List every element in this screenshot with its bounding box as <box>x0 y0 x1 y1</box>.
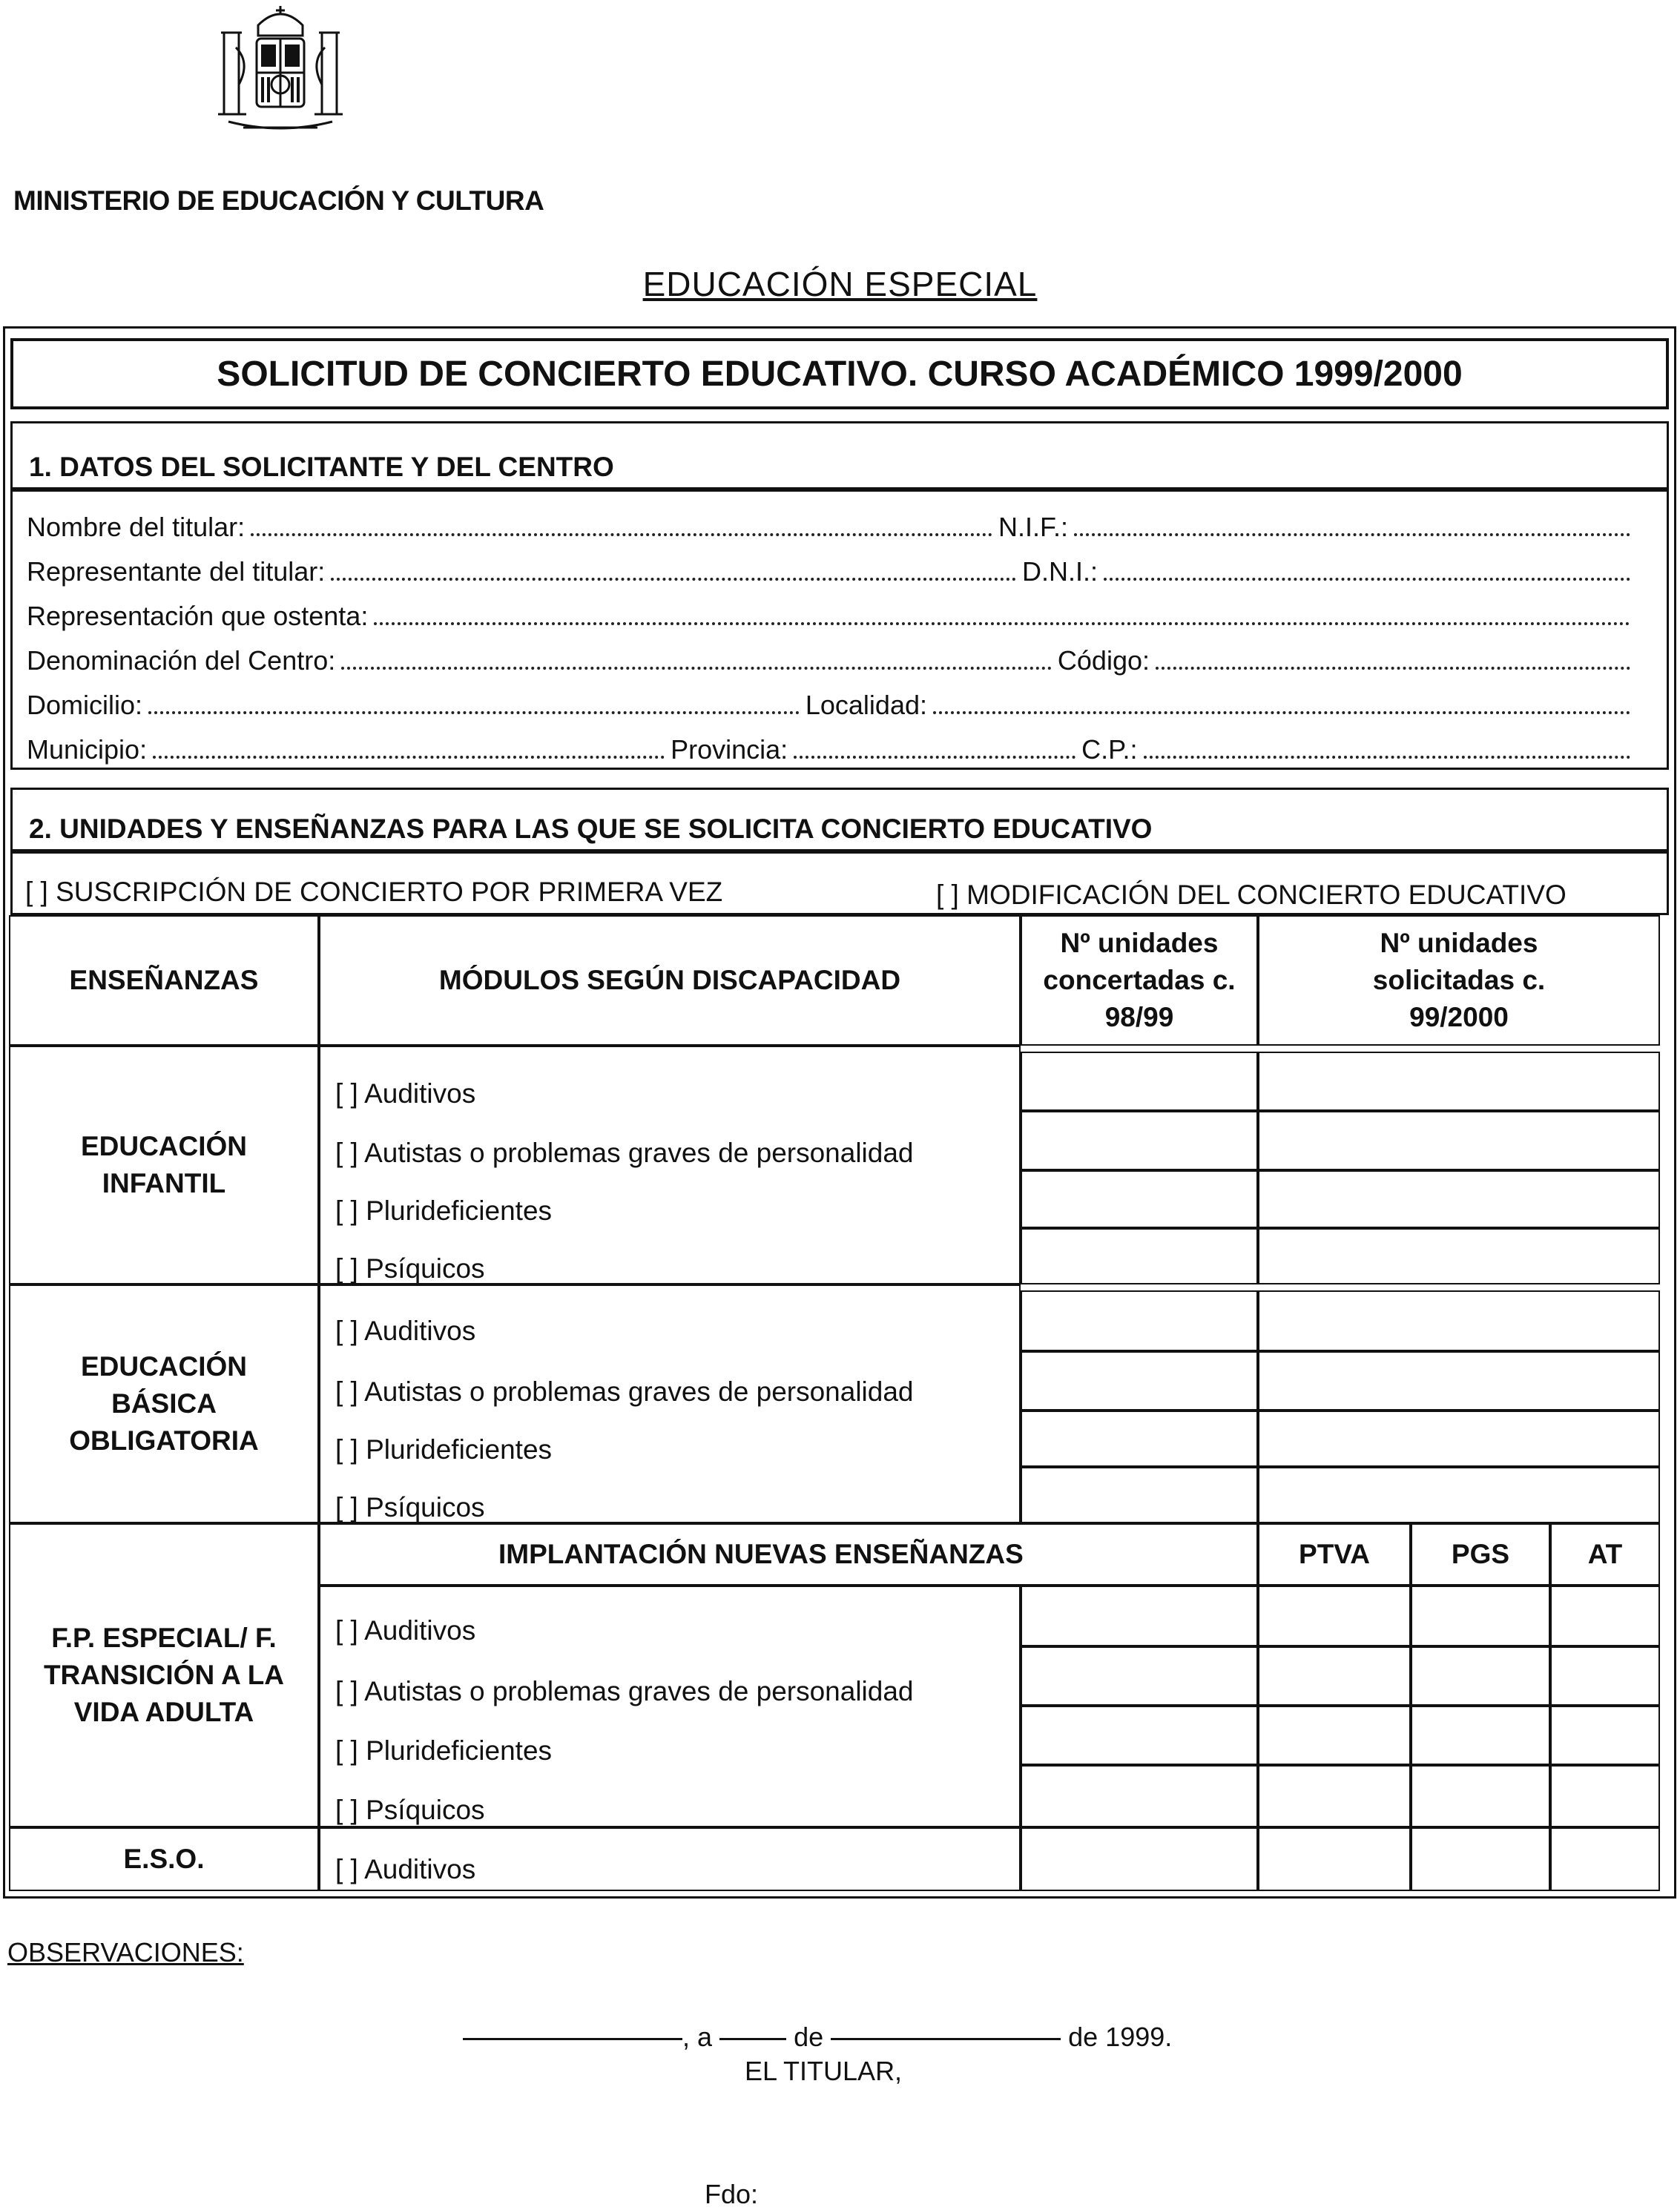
label-representacion: Representación que ostenta: <box>27 601 369 631</box>
basica-solicitadas-3[interactable] <box>1258 1411 1660 1467</box>
section1-title: 1. DATOS DEL SOLICITANTE Y DEL CENTRO <box>29 452 614 482</box>
infantil-solicitadas-4[interactable] <box>1258 1228 1660 1284</box>
form-title: SOLICITUD DE CONCIERTO EDUCATIVO. CURSO ACADÉMICO 1999/2000 <box>10 338 1669 409</box>
input-denominacion[interactable] <box>341 667 1052 670</box>
input-localidad[interactable] <box>933 711 1630 714</box>
fp-concertadas-3[interactable] <box>1021 1706 1258 1765</box>
input-dni[interactable] <box>1104 578 1630 581</box>
field-row-representante <box>27 550 1636 587</box>
fp-at-2[interactable] <box>1550 1646 1660 1706</box>
fp-psiquicos[interactable]: [ ] Psíquicos <box>335 1795 485 1825</box>
coat-of-arms-emblem <box>214 3 347 135</box>
row-label-infantil: EDUCACIÓN INFANTIL <box>9 1046 319 1284</box>
row-label-basica: EDUCACIÓN BÁSICA OBLIGATORIA <box>9 1284 319 1523</box>
label-domicilio: Domicilio: <box>27 690 143 720</box>
infantil-solicitadas-3[interactable] <box>1258 1170 1660 1228</box>
label-denominacion: Denominación del Centro: <box>27 645 336 676</box>
basica-auditivos[interactable]: [ ] Auditivos <box>335 1316 476 1346</box>
basica-concertadas-2[interactable] <box>1021 1351 1258 1411</box>
infantil-autistas[interactable]: [ ] Autistas o problemas graves de personalidad <box>335 1138 914 1168</box>
fp-pgs-4[interactable] <box>1411 1765 1550 1827</box>
date-year-label: de 1999. <box>1068 2022 1173 2052</box>
header-implantacion: IMPLANTACIÓN NUEVAS ENSEÑANZAS <box>319 1523 1258 1586</box>
infantil-solicitadas-2[interactable] <box>1258 1111 1660 1170</box>
fp-pgs-3[interactable] <box>1411 1706 1550 1765</box>
observaciones-label: OBSERVACIONES: <box>7 1937 244 1967</box>
input-nombre-titular[interactable] <box>251 533 992 536</box>
signature-date-line <box>463 2022 1172 2053</box>
checkbox-primera-vez[interactable]: [ ] SUSCRIPCIÓN DE CONCIERTO POR PRIMERA VEZ <box>25 877 723 907</box>
fp-ptva-1[interactable] <box>1258 1586 1411 1646</box>
basica-solicitadas-1[interactable] <box>1258 1290 1660 1351</box>
basica-concertadas-1[interactable] <box>1021 1290 1258 1351</box>
section1-header <box>10 421 1669 489</box>
label-dni: D.N.I.: <box>1021 556 1098 587</box>
infantil-concertadas-4[interactable] <box>1021 1228 1258 1284</box>
fp-concertadas-2[interactable] <box>1021 1646 1258 1706</box>
label-provincia: Provincia: <box>671 734 788 765</box>
ministry-name: MINISTERIO DE EDUCACIÓN Y CULTURA <box>13 185 544 216</box>
el-titular-label: EL TITULAR, <box>745 2056 903 2086</box>
date-day-blank[interactable] <box>719 2038 786 2040</box>
basica-concertadas-4[interactable] <box>1021 1467 1258 1523</box>
infantil-auditivos[interactable]: [ ] Auditivos <box>335 1078 476 1109</box>
header-pgs: PGS <box>1411 1523 1550 1586</box>
date-place-blank[interactable] <box>463 2038 682 2040</box>
label-codigo: Código: <box>1057 645 1150 676</box>
date-month-blank[interactable] <box>831 2038 1061 2040</box>
fp-autistas[interactable]: [ ] Autistas o problemas graves de personalidad <box>335 1676 914 1706</box>
fp-at-1[interactable] <box>1550 1586 1660 1646</box>
fp-at-3[interactable] <box>1550 1706 1660 1765</box>
date-a-label: , a <box>682 2022 713 2052</box>
input-representante[interactable] <box>331 578 1016 581</box>
units-table <box>9 915 1660 1891</box>
fp-concertadas-4[interactable] <box>1021 1765 1258 1827</box>
label-nif: N.I.F.: <box>998 512 1068 542</box>
label-localidad: Localidad: <box>805 690 927 720</box>
fp-at-4[interactable] <box>1550 1765 1660 1827</box>
fp-pluri[interactable]: [ ] Plurideficientes <box>335 1735 553 1766</box>
date-de-label: de <box>794 2022 824 2052</box>
eso-at[interactable] <box>1550 1827 1660 1891</box>
basica-pluri[interactable]: [ ] Plurideficientes <box>335 1434 553 1465</box>
infantil-concertadas-3[interactable] <box>1021 1170 1258 1228</box>
label-municipio: Municipio: <box>27 734 148 765</box>
fp-pgs-2[interactable] <box>1411 1646 1550 1706</box>
input-domicilio[interactable] <box>148 711 800 714</box>
field-row-nombre <box>27 506 1636 543</box>
section2-header <box>10 788 1669 851</box>
document-title: EDUCACIÓN ESPECIAL <box>642 265 1038 303</box>
fp-concertadas-1[interactable] <box>1021 1586 1258 1646</box>
input-provincia[interactable] <box>794 756 1075 759</box>
label-nombre-titular: Nombre del titular: <box>27 512 246 542</box>
field-row-domicilio <box>27 684 1636 721</box>
input-representacion[interactable] <box>374 622 1630 625</box>
header-solicitadas: Nº unidades solicitadas c. 99/2000 <box>1258 915 1660 1046</box>
eso-concertadas[interactable] <box>1021 1827 1258 1891</box>
checkbox-modificacion[interactable]: [ ] MODIFICACIÓN DEL CONCIERTO EDUCATIVO <box>936 880 1567 910</box>
basica-solicitadas-2[interactable] <box>1258 1351 1660 1411</box>
fp-auditivos[interactable]: [ ] Auditivos <box>335 1615 476 1646</box>
input-codigo[interactable] <box>1156 667 1630 670</box>
label-representante: Representante del titular: <box>27 556 326 587</box>
infantil-pluri[interactable]: [ ] Plurideficientes <box>335 1195 553 1226</box>
basica-concertadas-3[interactable] <box>1021 1411 1258 1467</box>
input-municipio[interactable] <box>153 756 665 759</box>
basica-psiquicos[interactable]: [ ] Psíquicos <box>335 1492 485 1523</box>
header-concertadas: Nº unidades concertadas c. 98/99 <box>1021 915 1258 1046</box>
field-row-denominacion <box>27 639 1636 676</box>
input-cp[interactable] <box>1144 756 1630 759</box>
fp-ptva-2[interactable] <box>1258 1646 1411 1706</box>
label-cp: C.P.: <box>1081 734 1138 765</box>
eso-auditivos[interactable]: [ ] Auditivos <box>335 1854 476 1884</box>
header-at: AT <box>1550 1523 1660 1586</box>
header-ptva: PTVA <box>1258 1523 1411 1586</box>
infantil-solicitadas-1[interactable] <box>1258 1052 1660 1111</box>
fdo-label: Fdo: <box>705 2179 759 2209</box>
basica-autistas[interactable]: [ ] Autistas o problemas graves de personalidad <box>335 1376 914 1407</box>
infantil-concertadas-2[interactable] <box>1021 1111 1258 1170</box>
fp-ptva-4[interactable] <box>1258 1765 1411 1827</box>
field-row-municipio <box>27 728 1636 765</box>
header-ensenanzas: ENSEÑANZAS <box>9 915 319 1046</box>
header-modulos: MÓDULOS SEGÚN DISCAPACIDAD <box>319 915 1021 1046</box>
fp-ptva-3[interactable] <box>1258 1706 1411 1765</box>
row-label-eso: E.S.O. <box>9 1827 319 1891</box>
eso-pgs[interactable] <box>1411 1827 1550 1891</box>
fp-pgs-1[interactable] <box>1411 1586 1550 1646</box>
infantil-concertadas-1[interactable] <box>1021 1052 1258 1111</box>
eso-ptva[interactable] <box>1258 1827 1411 1891</box>
section2-title: 2. UNIDADES Y ENSEÑANZAS PARA LAS QUE SE SOLICITA CONCIERTO EDUCATIVO <box>29 814 1153 844</box>
basica-solicitadas-4[interactable] <box>1258 1467 1660 1523</box>
infantil-psiquicos[interactable]: [ ] Psíquicos <box>335 1253 485 1284</box>
row-label-fp: F.P. ESPECIAL/ F. TRANSICIÓN A LA VIDA ADULTA <box>9 1523 319 1827</box>
input-nif[interactable] <box>1074 533 1630 536</box>
field-row-representacion <box>27 595 1636 632</box>
